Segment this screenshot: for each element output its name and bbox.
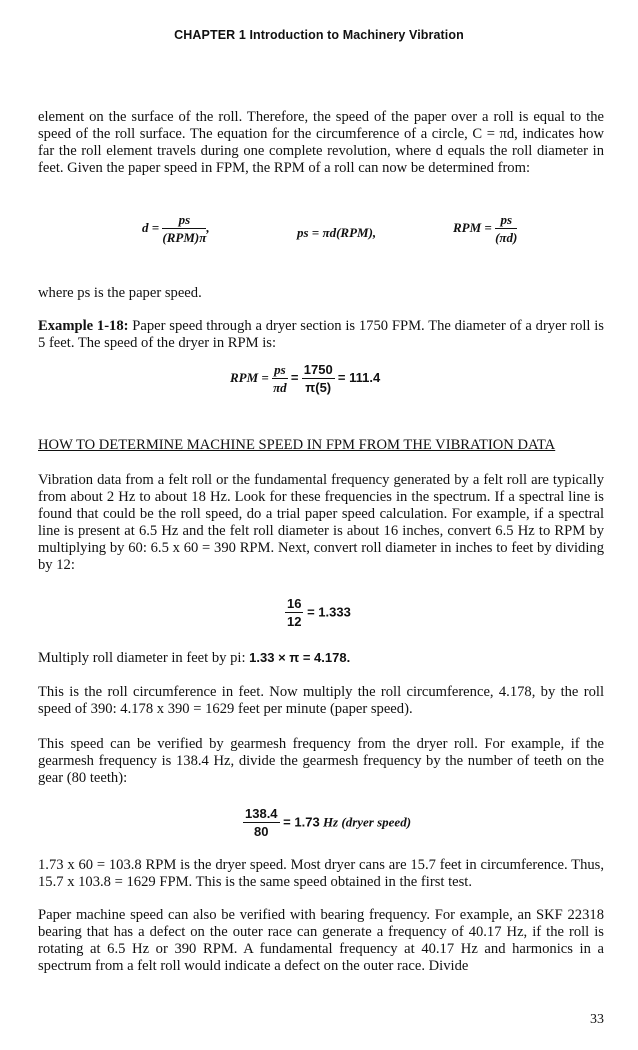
paragraph-example-1-18 xyxy=(38,318,604,352)
paragraph-gearmesh: This speed can be verified by gearmesh frequency from the dryer roll. For example, if the gearmesh frequency is 138.4 Hz, divide the gearmesh frequency by the number of teeth on the gear (80 teeth): xyxy=(38,736,604,786)
eq3-result: = 1.333 xyxy=(307,604,351,620)
paragraph-circumference: element on the surface of the roll. Therefore, the speed of the paper over a roll is equal to the speed of the roll surface. The equation for the circumference of a circle, C = πd, indicates how far the roll element travels during one complete revolution, where d equals the roll diameter in feet. Given the paper speed in FPM, the RPM of a roll can now be determined from: xyxy=(38,109,604,176)
equation-paper-speed: ps = πd(RPM), xyxy=(297,225,377,240)
paragraph-paper-speed-def: where ps is the paper speed. xyxy=(38,285,202,301)
eq4-unit: Hz (dryer speed) xyxy=(319,814,412,830)
equation-gearmesh xyxy=(243,806,411,840)
eq2-denominator-2: π(5) xyxy=(305,380,332,395)
eq3-denominator: 12 xyxy=(287,614,302,629)
paragraph-dryer-speed: 1.73 x 60 = 103.8 RPM is the dryer speed. Most dryer cans are 15.7 feet in circumference. Thus, 15.7 x 103.8 = 1629 FPM. This is the same speed obtained in the first test. xyxy=(38,857,604,890)
equation-diameter: d = $\frac{ps}{\text{(RPM)π}}$ , xyxy=(142,212,210,245)
eq2-result: = 111.4 xyxy=(337,369,381,385)
eq-d-denominator: (RPM)π xyxy=(162,230,207,245)
eq2-numerator-2: 1750 xyxy=(303,362,333,377)
eq2-denominator-1: πd xyxy=(273,380,287,395)
eq-rpm-denominator: (πd) xyxy=(495,230,518,245)
example-text: Paper speed through a dryer section is 1750 FPM. The diameter of a dryer roll is 5 feet. The speed of the dryer in RPM is: xyxy=(38,318,604,351)
eq-d-numerator: ps xyxy=(162,212,206,229)
eq2-fraction-2 xyxy=(302,362,335,396)
multiply-pi-result: 1.33 × π = 4.178. xyxy=(249,650,351,665)
eq-rpm-fraction xyxy=(495,212,517,246)
eq3-numerator: 16 xyxy=(287,596,302,611)
paragraph-vibration-data: Vibration data from a felt roll or the fundamental frequency generated by a felt roll are typically from about 2 Hz to about 18 Hz. Look for these frequencies in the spectrum. If a spectral line is found that could be the roll speed, do a trial paper speed calculation. For example, if a spectral line is present at 6.5 Hz and the felt roll diameter is about 16 inches, convert 6.5 Hz to RPM by multiplying by 60: 6.5 x 60 = 390 RPM. Next, convert roll diameter in inches to feet by dividing by 12: xyxy=(38,472,604,573)
paragraph-circumference-result: This is the roll circumference in feet. Now multiply the roll circumference, 4.178, by the roll speed of 390: 4.178 x 390 = 1629 feet per minute (paper speed). xyxy=(38,684,604,717)
multiply-pi-text: Multiply roll diameter in feet by pi: xyxy=(38,650,250,666)
example-label: Example 1-18: xyxy=(38,318,129,334)
eq4-result: = 1.73 xyxy=(283,814,320,830)
eq-d-fraction xyxy=(162,212,206,246)
paragraph-multiply-pi xyxy=(38,649,604,667)
equation-rpm xyxy=(453,212,517,246)
eq4-numerator: 138.4 xyxy=(245,806,278,821)
eq2-lhs: RPM = xyxy=(230,369,269,385)
eq-rpm-lhs: RPM = xyxy=(453,219,492,235)
eq2-fraction-1 xyxy=(272,362,288,396)
eq-rpm-numerator: ps xyxy=(495,212,517,229)
eq2-numerator-1: ps xyxy=(274,362,286,377)
equation-example-rpm xyxy=(230,362,380,396)
eq3-fraction xyxy=(285,596,303,630)
running-header: CHAPTER 1 Introduction to Machinery Vibration xyxy=(174,28,464,42)
eq4-fraction xyxy=(243,806,280,840)
page-number: 33 xyxy=(590,1012,604,1027)
paragraph-bearing-frequency: Paper machine speed can also be verified with bearing frequency. For example, an SKF 22318 bearing that has a defect on the outer race can generate a frequency of 40.17 Hz, if the roll is rotating at 6.5 Hz or 390 RPM. A fundamental frequency at 40.17 Hz and harmonics in a spectrum from a felt roll would indicate a defect on the outer race. Divide xyxy=(38,907,604,974)
eq4-denominator: 80 xyxy=(254,824,269,839)
equation-inches-to-feet xyxy=(285,596,351,630)
eq-d-lhs: d = xyxy=(142,219,160,235)
eq2-equals: = xyxy=(290,369,299,385)
section-heading: HOW TO DETERMINE MACHINE SPEED IN FPM FROM THE VIBRATION DATA xyxy=(38,437,556,453)
